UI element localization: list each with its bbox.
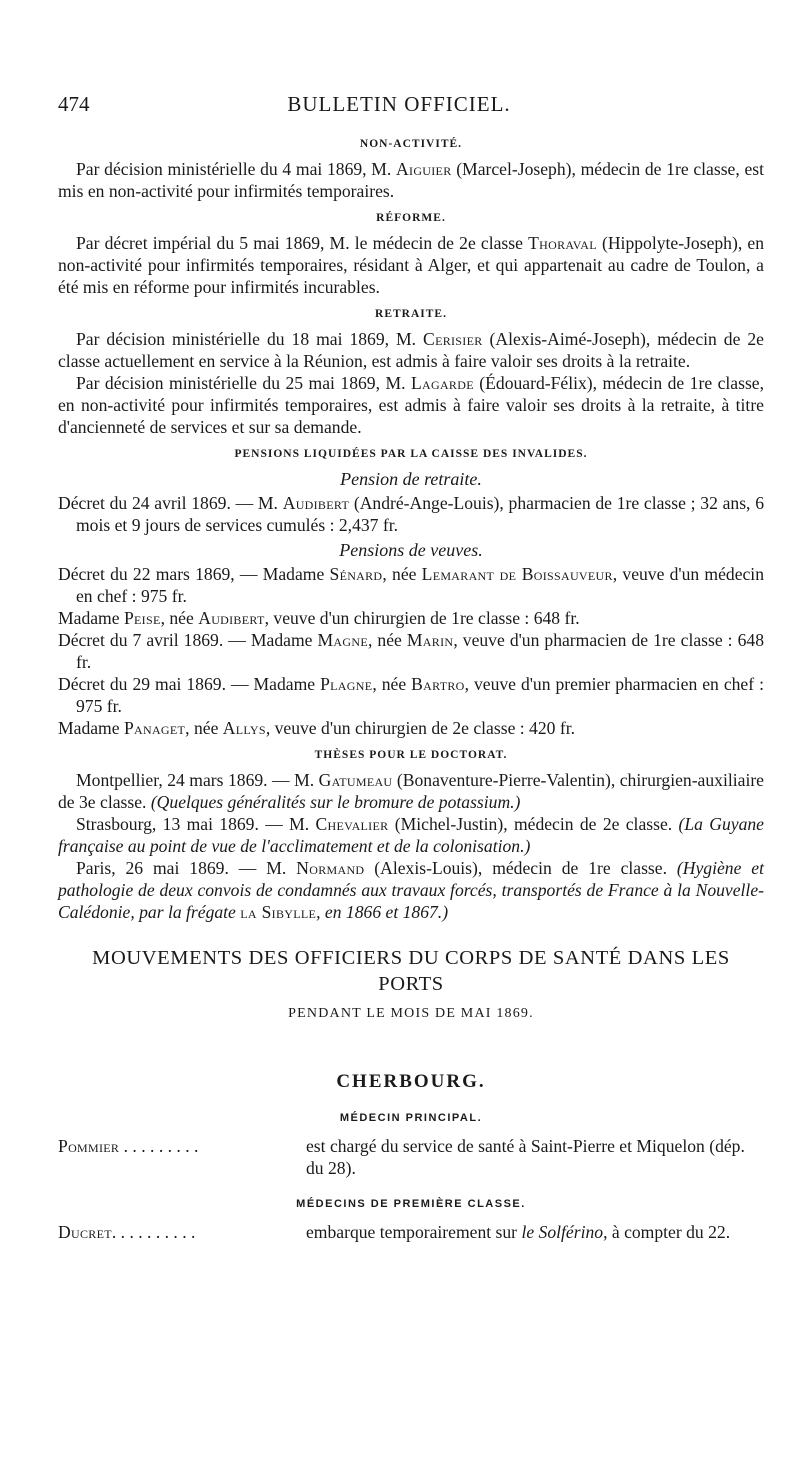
heading-retraite: RETRAITE. (375, 308, 447, 320)
these-entry-chevalier: Strasbourg, 13 mai 1869. — M. Chevalier (Michel-Justin), médecin de 2e classe. (La Guyane française au point de vue de l'acclimatement et de la colonisation.) (58, 814, 764, 856)
movement-entry-ducret (58, 1221, 764, 1243)
person-name: Pommier (58, 1136, 120, 1156)
person-name: Aiguier (396, 159, 452, 179)
rank-heading-medecins-premiere-classe: MÉDECINS DE PREMIÈRE CLASSE. (296, 1198, 526, 1210)
heading-pensions: PENSIONS LIQUIDÉES PAR LA CAISSE DES INVALIDES. (234, 448, 588, 460)
paragraph-lagarde: Par décision ministérielle du 25 mai 1869, M. Lagarde (Édouard-Félix), médecin de 1re classe, en non-activité pour infirmités temporaires, est admis à faire valoir ses droits à la retraite, à titre d'ancienneté de services et sur sa demande. (58, 373, 764, 437)
leader-dots: . . . . . . . . . . (111, 1222, 196, 1242)
thesis-title: (Hygiène et pathologie de deux convois de condamnés aux travaux forcés, transportés de France à la Nouvelle-Calédonie, par la frégate (58, 858, 764, 922)
pension-entry-magne: Décret du 7 avril 1869. — Madame Magne, née Marin, veuve d'un pharmacien de 1re classe : 648 fr. (58, 630, 764, 672)
thesis-title: (Quelques généralités sur le bromure de potassium.) (150, 792, 521, 812)
person-name: Audibert (282, 493, 350, 513)
person-name: Cerisier (423, 329, 483, 349)
page-body (58, 128, 764, 1243)
subheading-pension-retraite: Pension de retraite. (340, 469, 482, 489)
movement-entry-pommier (58, 1135, 764, 1179)
person-name: Lagarde (410, 373, 474, 393)
subheading-pensions-veuves: Pensions de veuves. (339, 540, 483, 560)
mouvements-subtitle: PENDANT LE MOIS DE MAI 1869. (288, 1006, 534, 1021)
leader-dots: . . . . . . . . . (119, 1136, 199, 1156)
thesis-title: (La Guyane française au point de vue de l'acclimatement et de la colonisation.) (58, 814, 764, 856)
port-heading: CHERBOURG. (336, 1071, 486, 1092)
page-header (58, 92, 740, 122)
paragraph-cerisier: Par décision ministérielle du 18 mai 1869, M. Cerisier (Alexis-Aimé-Joseph), médecin de 2e classe actuellement en service à la Réunion, est admis à faire valoir ses droits à la retraite. (58, 329, 764, 371)
heading-reforme: RÉFORME. (376, 212, 446, 224)
pension-entry-senard: Décret du 22 mars 1869, — Madame Sénard, née Lemarant de Boissauveur, veuve d'un médecin en chef : 975 fr. (58, 564, 764, 606)
these-entry-normand: Paris, 26 mai 1869. — M. Normand (Alexis-Louis), médecin de 1re classe. (Hygiène et pathologie de deux convois de condamnés aux travaux forcés, transportés de France à la Nouvelle-Calédonie, par la frégate la Sibylle, en 1866 et 1867.) (58, 858, 764, 922)
mouvements-title: MOUVEMENTS DES OFFICIERS DU CORPS DE SANTÉ DANS LES PORTS (92, 947, 730, 995)
running-title: BULLETIN OFFICIEL. (287, 92, 511, 116)
paragraph-aiguier: Par décision ministérielle du 4 mai 1869, M. Aiguier (Marcel-Joseph), médecin de 1re classe, est mis en non-activité pour infirmités temporaires. (58, 159, 764, 201)
pension-entry-audibert: Décret du 24 avril 1869. — M. Audibert (André-Ange-Louis), pharmacien de 1re classe ; 32 ans, 6 mois et 9 jours de services cumulés : 2,437 fr. (58, 493, 764, 535)
pension-entry-panaget: Madame Panaget, née Allys, veuve d'un chirurgien de 2e classe : 420 fr. (58, 718, 575, 738)
page-number: 474 (58, 92, 90, 116)
movement-text: est chargé du service de santé à Saint-Pierre et Miquelon (dép. du 28). (306, 1136, 745, 1178)
heading-non-activite: NON-ACTIVITÉ. (359, 138, 463, 150)
person-name: Ducret (58, 1222, 112, 1242)
ship-name: la Sibylle (240, 902, 317, 922)
heading-theses: THÈSES POUR LE DOCTORAT. (314, 749, 508, 761)
movement-text: embarque temporairement sur le Solférino, à compter du 22. (306, 1222, 731, 1242)
pension-entry-plagne: Décret du 29 mai 1869. — Madame Plagne, née Bartro, veuve d'un premier pharmacien en chef : 975 fr. (58, 674, 764, 716)
rank-heading-medecin-principal: MÉDECIN PRINCIPAL. (339, 1112, 483, 1124)
these-entry-gatumeau: Montpellier, 24 mars 1869. — M. Gatumeau (Bonaventure-Pierre-Valentin), chirurgien-auxiliaire de 3e classe. (Quelques généralités sur le bromure de potassium.) (58, 770, 764, 812)
ship-name: le Solférino (521, 1222, 604, 1242)
paragraph-thoraval: Par décret impérial du 5 mai 1869, M. le médecin de 2e classe Thoraval (Hippolyte-Joseph), en non-activité pour infirmités temporaires, résidant à Alger, et qui appartenait au cadre de Toulon, a été mis en réforme pour infirmités incurables. (58, 233, 764, 297)
person-name: Thoraval (528, 233, 597, 253)
pension-entry-peise: Madame Peise, née Audibert, veuve d'un chirurgien de 1re classe : 648 fr. (58, 608, 580, 628)
